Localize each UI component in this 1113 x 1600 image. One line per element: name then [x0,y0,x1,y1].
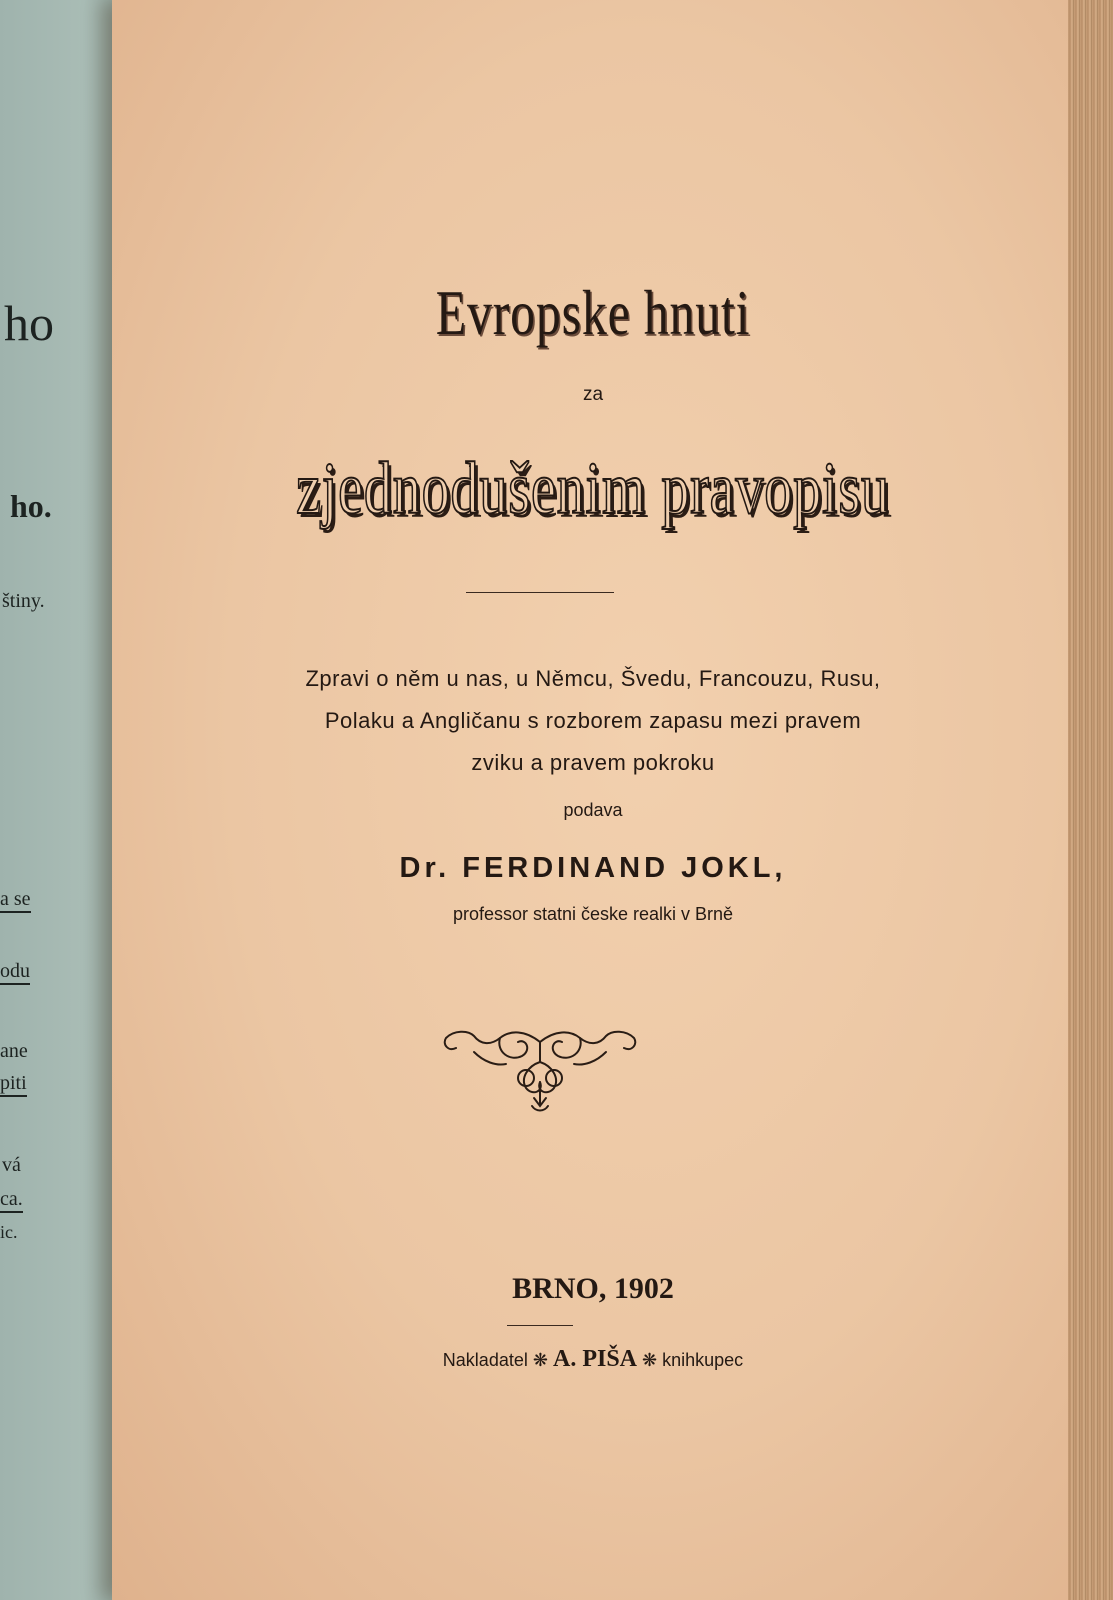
description [112,658,1074,784]
left-page-fragment: ic. [0,1222,18,1242]
left-page-fragment: ho. [10,488,52,524]
publisher-name: A. PIŠA [552,1346,637,1372]
place-and-year: BRNO, 1902 [512,1272,674,1305]
ornament-icon [440,1022,640,1122]
page-stack-edge [1068,0,1113,1600]
asterism-icon: ❋ [532,1350,548,1370]
description-line: Polaku a Angličanu s rozborem zapasu mezi pravem [324,708,862,733]
left-page-fragment: odu [0,960,30,985]
left-page-fragment: a se [0,888,31,913]
author-name: Dr. FERDINAND JOKL, [399,852,787,884]
left-page-fragment: ca. [0,1188,23,1213]
description-line: zviku a pravem pokroku [471,750,715,775]
left-page-fragment: ho [4,295,54,351]
description-line: Zpravi o něm u nas, u Němcu, Švedu, Francouzu, Rusu, [305,666,881,691]
divider-rule [507,1325,573,1326]
publisher-line [112,1346,1074,1373]
author-role: professor statni česke realki v Brně [452,904,734,924]
left-page-fragment: piti [0,1072,27,1097]
title-line-1: Evropske hnuti [435,277,751,348]
by-line: podava [563,800,623,820]
left-page-fragment: vá [2,1154,21,1176]
title-connector: za [582,384,604,405]
publisher-suffix: knihkupec [662,1350,744,1370]
divider-rule [466,592,614,593]
left-page-fragment: štiny. [2,590,45,612]
title-line-2: zjednodušenim pravopisu [296,448,890,530]
publisher-prefix: Nakladatel [442,1350,528,1370]
asterism-icon: ❋ [642,1350,658,1370]
left-page-fragment: ane [0,1040,28,1062]
